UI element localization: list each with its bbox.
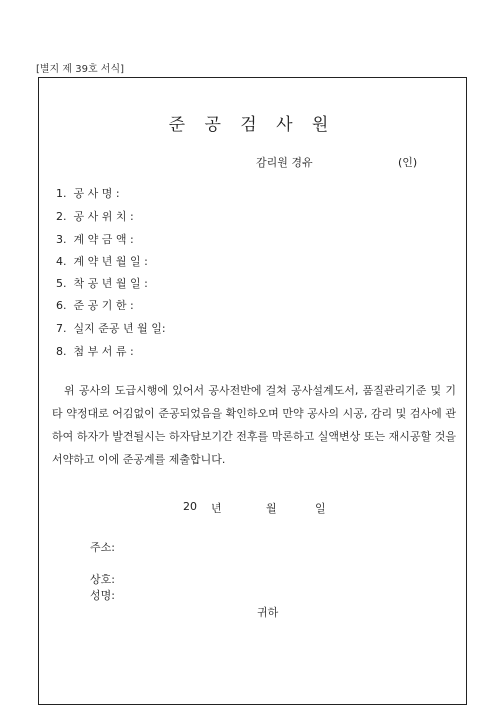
item-start-date bbox=[56, 275, 148, 289]
item-number: 6. bbox=[56, 299, 67, 312]
date-year-unit: 년 bbox=[211, 502, 222, 515]
item-completion-deadline bbox=[56, 297, 134, 311]
item-number: 3. bbox=[56, 233, 67, 246]
item-label: 실지 준공 년 월 일: bbox=[73, 322, 166, 335]
addressee-label: 귀하 bbox=[257, 606, 279, 619]
item-attachments bbox=[56, 343, 134, 357]
date-day-unit: 일 bbox=[315, 502, 326, 515]
item-number: 5. bbox=[56, 277, 67, 290]
item-label: 첨 부 서 류 : bbox=[73, 345, 134, 358]
item-label: 계 약 금 액 : bbox=[73, 233, 134, 246]
item-construction-location bbox=[56, 208, 134, 222]
item-label: 준 공 기 한 : bbox=[73, 299, 134, 312]
item-number: 2. bbox=[56, 210, 67, 223]
item-number: 1. bbox=[56, 187, 67, 200]
date-year-prefix: 20 bbox=[183, 500, 197, 513]
item-number: 7. bbox=[56, 322, 67, 335]
item-label: 공 사 명 : bbox=[73, 187, 120, 200]
company-field: 상호: bbox=[90, 573, 115, 586]
item-number: 4. bbox=[56, 255, 67, 268]
item-label: 착 공 년 월 일 : bbox=[73, 277, 148, 290]
item-contract-amount bbox=[56, 231, 134, 245]
item-actual-completion-date bbox=[56, 320, 166, 334]
item-construction-name bbox=[56, 185, 120, 199]
item-contract-date bbox=[56, 253, 148, 267]
seal-mark: (인) bbox=[398, 156, 418, 169]
address-field: 주소: bbox=[90, 541, 115, 554]
page-title: 준 공 검 사 원 bbox=[168, 115, 336, 135]
form-number-label: [별지 제 39호 서식] bbox=[36, 64, 125, 75]
item-label: 공 사 위 치 : bbox=[73, 210, 134, 223]
name-field: 성명: bbox=[90, 589, 115, 602]
item-label: 계 약 년 월 일 : bbox=[73, 255, 148, 268]
supervisor-label: 감리원 경유 bbox=[256, 156, 313, 169]
date-month-unit: 월 bbox=[266, 502, 277, 515]
item-number: 8. bbox=[56, 345, 67, 358]
pledge-paragraph: 위 공사의 도급시행에 있어서 공사전반에 걸쳐 공사설계도서, 품질관리기준 및 기타 약정대로 어김없이 준공되었음을 확인하오며 만약 공사의 시공, 감리 및 검사에 관하여 하자가 발견될시는 하자담보기간 전후를 막론하고 실액변상 또는 재시공할 것을 서약하고 이에 준공계를 제출합니다. bbox=[52, 384, 456, 466]
